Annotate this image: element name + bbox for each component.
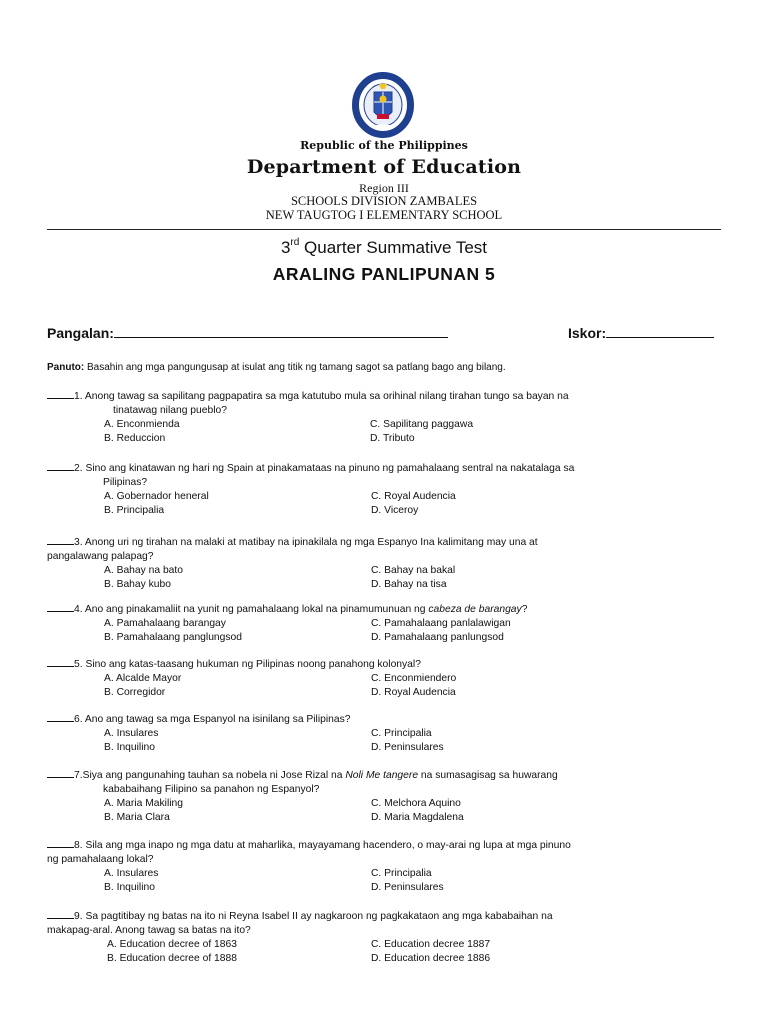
option: A. Education decree of 1863: [107, 939, 237, 950]
option: C. Sapilitang paggawa: [370, 419, 474, 430]
option: B. Education decree of 1888: [107, 953, 237, 965]
question-8-options: [104, 867, 721, 896]
question-4-end: ?: [521, 604, 528, 615]
option: D. Peninsulares: [371, 882, 444, 894]
department-heading: Department of Education: [246, 156, 522, 178]
name-field: [47, 325, 448, 341]
option: A. Alcalde Mayor: [104, 673, 182, 684]
question-3-options: [104, 564, 721, 593]
question-9-text: 9. Sa pagtitibay ng batas na ito ni Reyna Isabel II ay nagkaroon ng pagkakataon ang mga kababaihan na: [74, 911, 553, 922]
option: B. Pamahalaang panglungsod: [104, 632, 242, 644]
answer-blank-9[interactable]: [47, 908, 74, 919]
question-3-wrap: pangalawang palapag?: [47, 551, 154, 562]
question-6-text: 6. Ano ang tawag sa mga Espanyol na isinilang sa Pilipinas?: [74, 714, 351, 725]
option: D. Tributo: [370, 433, 415, 445]
question-1-options: [104, 418, 721, 447]
division-heading: SCHOOLS DIVISION ZAMBALES: [290, 194, 478, 208]
question-4-term: cabeza de barangay: [428, 604, 522, 615]
header-divider: [47, 229, 721, 230]
test-title: [0, 238, 768, 258]
question-2: [47, 460, 721, 519]
question-1: [47, 388, 721, 447]
quarter-text: Quarter Summative Test: [299, 238, 488, 257]
option: A. Enconmienda: [104, 419, 180, 430]
instructions-label: Panuto:: [47, 362, 85, 373]
question-7-options: [104, 797, 721, 826]
answer-blank-8[interactable]: [47, 837, 74, 848]
question-7-title: Noli Me tangere: [345, 770, 419, 781]
name-label: Pangalan:: [47, 325, 114, 341]
question-5: [47, 656, 721, 701]
question-9: [47, 908, 721, 967]
option: D. Maria Magdalena: [371, 812, 464, 824]
question-7-end: na sumasagisag sa huwarang: [418, 770, 558, 781]
option: D. Pamahalaang panlungsod: [371, 632, 504, 644]
option: D. Peninsulares: [371, 742, 444, 754]
option: A. Gobernador heneral: [104, 491, 209, 502]
question-1-cont: tinatawag nilang pueblo?: [113, 405, 227, 416]
question-1-text: 1. Anong tawag sa sapilitang pagpapatira sa mga katutubo mula sa orihinal nilang tirahan tungo sa bayan na: [74, 391, 569, 402]
option: C. Principalia: [371, 728, 432, 739]
question-8-wrap: ng pamahalaang lokal?: [47, 854, 154, 865]
question-7-cont: kababaihang Filipino sa panahon ng Espanyol?: [103, 784, 320, 795]
school-heading: NEW TAUGTOG I ELEMENTARY SCHOOL: [265, 208, 503, 222]
republic-heading: Republic of the Philippines: [300, 139, 468, 152]
question-9-options: [107, 938, 721, 967]
answer-blank-5[interactable]: [47, 656, 74, 667]
answer-blank-1[interactable]: [47, 388, 74, 399]
option: B. Maria Clara: [104, 812, 170, 824]
option: A. Insulares: [104, 728, 159, 739]
score-label: Iskor:: [568, 325, 607, 341]
option: D. Bahay na tisa: [371, 579, 447, 591]
option: D. Viceroy: [371, 505, 419, 517]
question-6: [47, 711, 721, 756]
option: C. Principalia: [371, 868, 432, 879]
question-2-options: [104, 490, 721, 519]
question-3: [47, 534, 721, 593]
question-3-text: 3. Anong uri ng tirahan na malaki at matibay na ipinakilala ng mga Espanyo Ina kalimitang may una at: [74, 537, 538, 548]
option: B. Corregidor: [104, 687, 166, 699]
subject-title: ARALING PANLIPUNAN 5: [272, 264, 496, 284]
answer-blank-4[interactable]: [47, 601, 74, 612]
answer-blank-7[interactable]: [47, 767, 74, 778]
option: B. Principalia: [104, 505, 165, 517]
question-4: [47, 601, 721, 646]
option: C. Bahay na bakal: [371, 565, 456, 576]
option: C. Pamahalaang panlalawigan: [371, 618, 511, 629]
option: B. Reduccion: [104, 433, 166, 445]
option: A. Bahay na bato: [104, 565, 184, 576]
question-7-text: 7.Siya ang pangunahing tauhan sa nobela ni Jose Rizal na: [74, 770, 346, 781]
quarter-suffix: rd: [290, 237, 300, 249]
deped-seal-icon: [343, 70, 423, 140]
answer-blank-6[interactable]: [47, 711, 74, 722]
option: A. Maria Makiling: [104, 798, 183, 809]
question-4-options: [104, 617, 721, 646]
score-field: [568, 325, 714, 341]
quarter-number: 3: [280, 238, 291, 257]
option: C. Royal Audencia: [371, 491, 456, 502]
question-7: [47, 767, 721, 826]
instructions: [47, 362, 506, 373]
name-blank[interactable]: [114, 325, 448, 338]
region-heading: Region III: [359, 181, 409, 195]
option: C. Melchora Aquino: [371, 798, 461, 809]
option: B. Bahay kubo: [104, 579, 171, 591]
question-8: [47, 837, 721, 896]
instructions-text: Basahin ang mga pangungusap at isulat ang titik ng tamang sagot sa patlang bago ang bilang.: [84, 362, 506, 373]
option: C. Education decree 1887: [371, 939, 491, 950]
option: A. Insulares: [104, 868, 159, 879]
option: D. Royal Audencia: [371, 687, 456, 699]
answer-blank-2[interactable]: [47, 460, 74, 471]
question-2-cont: Pilipinas?: [103, 477, 148, 488]
question-5-text: 5. Sino ang katas-taasang hukuman ng Pilipinas noong panahong kolonyal?: [74, 659, 421, 670]
answer-blank-3[interactable]: [47, 534, 74, 545]
score-blank[interactable]: [606, 325, 714, 338]
question-5-options: [104, 672, 721, 701]
option: B. Inquilino: [104, 742, 155, 754]
question-9-wrap: makapag-aral. Anong tawag sa batas na ito?: [47, 925, 251, 936]
option: C. Enconmiendero: [371, 673, 457, 684]
question-6-options: [104, 727, 721, 756]
option: B. Inquilino: [104, 882, 155, 894]
question-4-text: 4. Ano ang pinakamaliit na yunit ng pamahalaang lokal na pinamumunuan ng: [74, 604, 429, 615]
question-2-text: 2. Sino ang kinatawan ng hari ng Spain at pinakamataas na pinuno ng pamahalaang sentral na nakatalaga sa: [74, 463, 575, 474]
question-8-text: 8. Sila ang mga inapo ng mga datu at maharlika, mayayamang hacendero, o may-arai ng lupa at mga pinuno: [74, 840, 571, 851]
option: D. Education decree 1886: [371, 953, 491, 965]
option: A. Pamahalaang barangay: [104, 618, 226, 629]
